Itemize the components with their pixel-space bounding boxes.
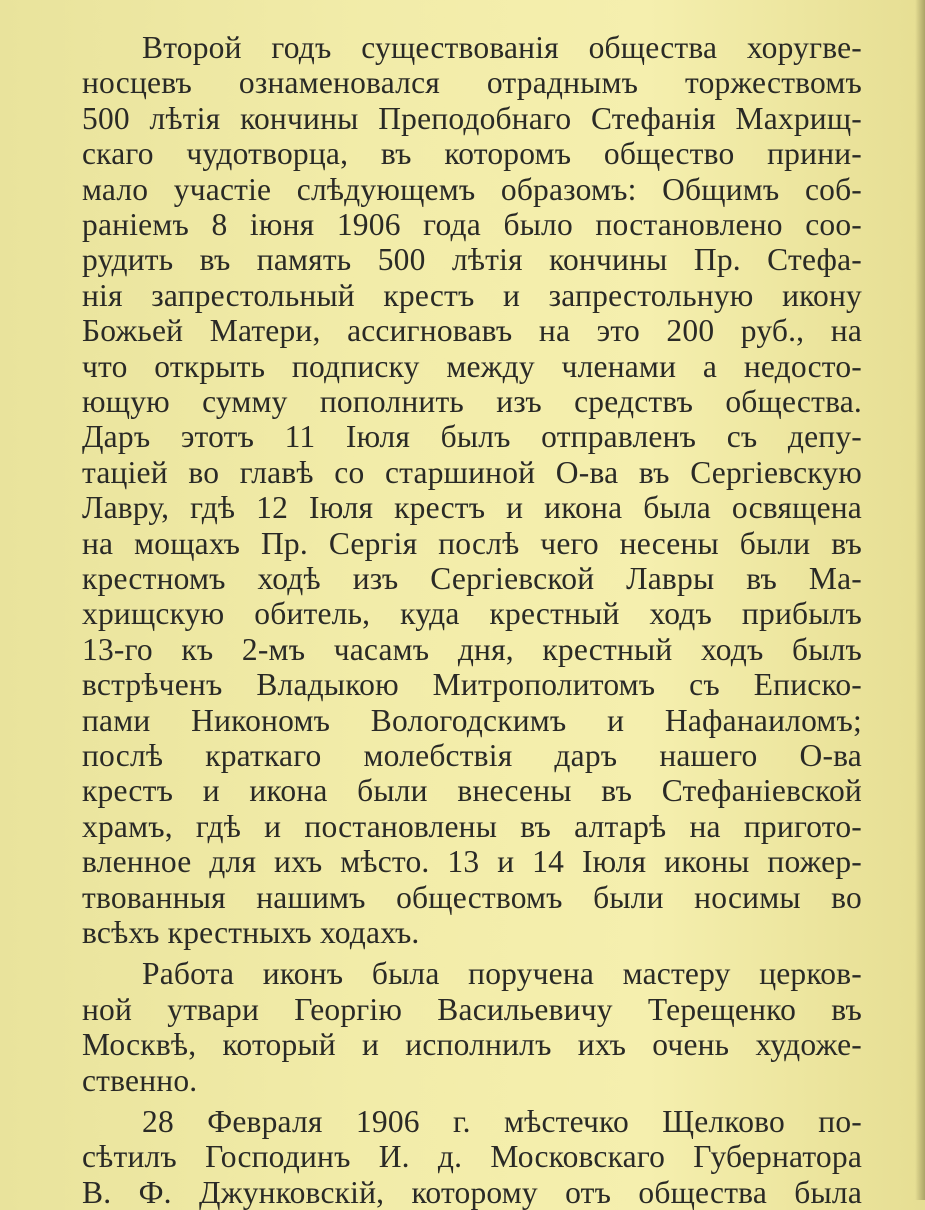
text-line: хрищскую обитель, куда крестный ходъ прибылъ: [82, 596, 862, 631]
text-line: послѣ краткаго молебствія даръ нашего О-ва: [82, 738, 862, 773]
text-line: Божьей Матери, ассигновавъ на это 200 руб., на: [82, 313, 862, 348]
text-line: пами Никономъ Вологодскимъ и Нафанаиломъ;: [82, 703, 862, 738]
text-line: Второй годъ существованія общества хоругве-: [142, 30, 862, 65]
text-line: Лавру, гдѣ 12 Іюля крестъ и икона была освящена: [82, 490, 862, 525]
text-line: В. Ф. Джунковскій, которому отъ общества была: [82, 1175, 862, 1210]
text-line: нія запрестольный крестъ и запрестольную икону: [82, 278, 862, 313]
text-line: ющую сумму пополнить изъ средствъ общества.: [82, 384, 862, 419]
text-line: вленное для ихъ мѣсто. 13 и 14 Іюля иконы пожер-: [82, 844, 862, 879]
text-line: что открыть подписку между членами а недосто-: [82, 349, 862, 384]
text-line: раніемъ 8 іюня 1906 года было постановлено соо-: [82, 207, 862, 242]
text-line: храмъ, гдѣ и постановлены въ алтарѣ на пригото-: [82, 809, 862, 844]
text-line: рудить въ память 500 лѣтія кончины Пр. Стефа-: [82, 242, 862, 277]
text-line: Москвѣ, который и исполнилъ ихъ очень художе-: [82, 1027, 862, 1062]
text-line: 28 Февраля 1906 г. мѣстечко Щелково по-: [142, 1104, 862, 1139]
text-line: ной утвари Георгію Васильевичу Терещенко въ: [82, 992, 862, 1027]
text-line: скаго чудотворца, въ которомъ общество прини-: [82, 136, 862, 171]
text-line: крестномъ ходѣ изъ Сергіевской Лавры въ Ма-: [82, 561, 862, 596]
page-edge-shadow: [915, 0, 925, 1200]
text-line: мало участіе слѣдующемъ образомъ: Общимъ соб-: [82, 172, 862, 207]
text-line: ственно.: [82, 1063, 198, 1098]
text-line: всѣхъ крестныхъ ходахъ.: [82, 915, 420, 950]
text-line: сѣтилъ Господинъ И. д. Московскаго Губернатора: [82, 1139, 862, 1174]
text-line: Работа иконъ была поручена мастеру церков-: [142, 956, 862, 991]
text-line: таціей во главѣ со старшиной О-ва въ Сергіевскую: [82, 455, 862, 490]
text-line: встрѣченъ Владыкою Митрополитомъ съ Еписко-: [82, 667, 862, 702]
text-line: на мощахъ Пр. Сергія послѣ чего несены были въ: [82, 526, 862, 561]
text-line: твованныя нашимъ обществомъ были носимы во: [82, 880, 862, 915]
text-line: 500 лѣтія кончины Преподобнаго Стефанія Махрищ-: [82, 101, 862, 136]
text-line: носцевъ ознаменовался отраднымъ торжествомъ: [82, 65, 862, 100]
text-line: Даръ этотъ 11 Іюля былъ отправленъ съ депу-: [82, 419, 862, 454]
text-line: крестъ и икона были внесены въ Стефаніевской: [82, 773, 862, 808]
text-line: 13-го къ 2-мъ часамъ дня, крестный ходъ былъ: [82, 632, 862, 667]
